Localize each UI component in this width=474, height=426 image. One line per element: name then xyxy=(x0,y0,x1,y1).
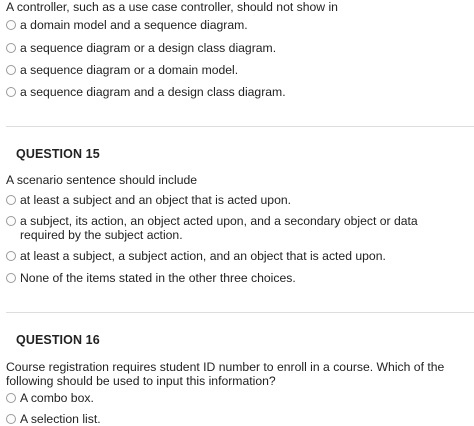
question-15-option-3[interactable] xyxy=(6,249,468,263)
radio-button[interactable] xyxy=(6,216,16,226)
option-label: A combo box. xyxy=(20,391,94,405)
radio-button[interactable] xyxy=(6,393,16,403)
question-16-option-2[interactable] xyxy=(6,412,468,426)
question-15-option-4[interactable] xyxy=(6,271,468,285)
question-16-header: QUESTION 16 xyxy=(16,333,100,347)
question-15-prompt: A scenario sentence should include xyxy=(6,173,198,187)
option-label: a sequence diagram or a design class diagram. xyxy=(20,41,277,55)
radio-button[interactable] xyxy=(6,87,16,97)
option-label: None of the items stated in the other three choices. xyxy=(20,271,296,285)
option-label: a domain model and a sequence diagram. xyxy=(20,18,248,32)
option-label: a sequence diagram or a domain model. xyxy=(20,63,239,77)
question-15-option-1[interactable] xyxy=(6,193,468,207)
radio-button[interactable] xyxy=(6,414,16,424)
question-14-option-1[interactable] xyxy=(6,18,468,32)
question-16-prompt: Course registration requires student ID number to enroll in a course. Which of the following should be used to input this information? xyxy=(6,360,445,388)
option-label: at least a subject and an object that is acted upon. xyxy=(20,193,292,207)
radio-button[interactable] xyxy=(6,273,16,283)
question-14-prompt: A controller, such as a use case controller, should not show in xyxy=(6,0,338,14)
section-divider xyxy=(6,126,474,127)
option-label: at least a subject, a subject action, and an object that is acted upon. xyxy=(20,249,386,263)
question-14-option-2[interactable] xyxy=(6,41,468,55)
question-14-option-3[interactable] xyxy=(6,63,468,77)
option-label: A selection list. xyxy=(20,412,101,426)
radio-button[interactable] xyxy=(6,65,16,75)
radio-button[interactable] xyxy=(6,251,16,261)
option-label: a subject, its action, an object acted upon, and a secondary object or data required by the subject action. xyxy=(20,214,418,242)
question-15-header: QUESTION 15 xyxy=(16,147,100,161)
question-15-option-2[interactable] xyxy=(6,214,468,242)
question-14-option-4[interactable] xyxy=(6,85,468,99)
section-divider xyxy=(6,312,474,313)
radio-button[interactable] xyxy=(6,20,16,30)
radio-button[interactable] xyxy=(6,195,16,205)
question-16-option-1[interactable] xyxy=(6,391,468,405)
radio-button[interactable] xyxy=(6,43,16,53)
option-label: a sequence diagram and a design class diagram. xyxy=(20,85,286,99)
